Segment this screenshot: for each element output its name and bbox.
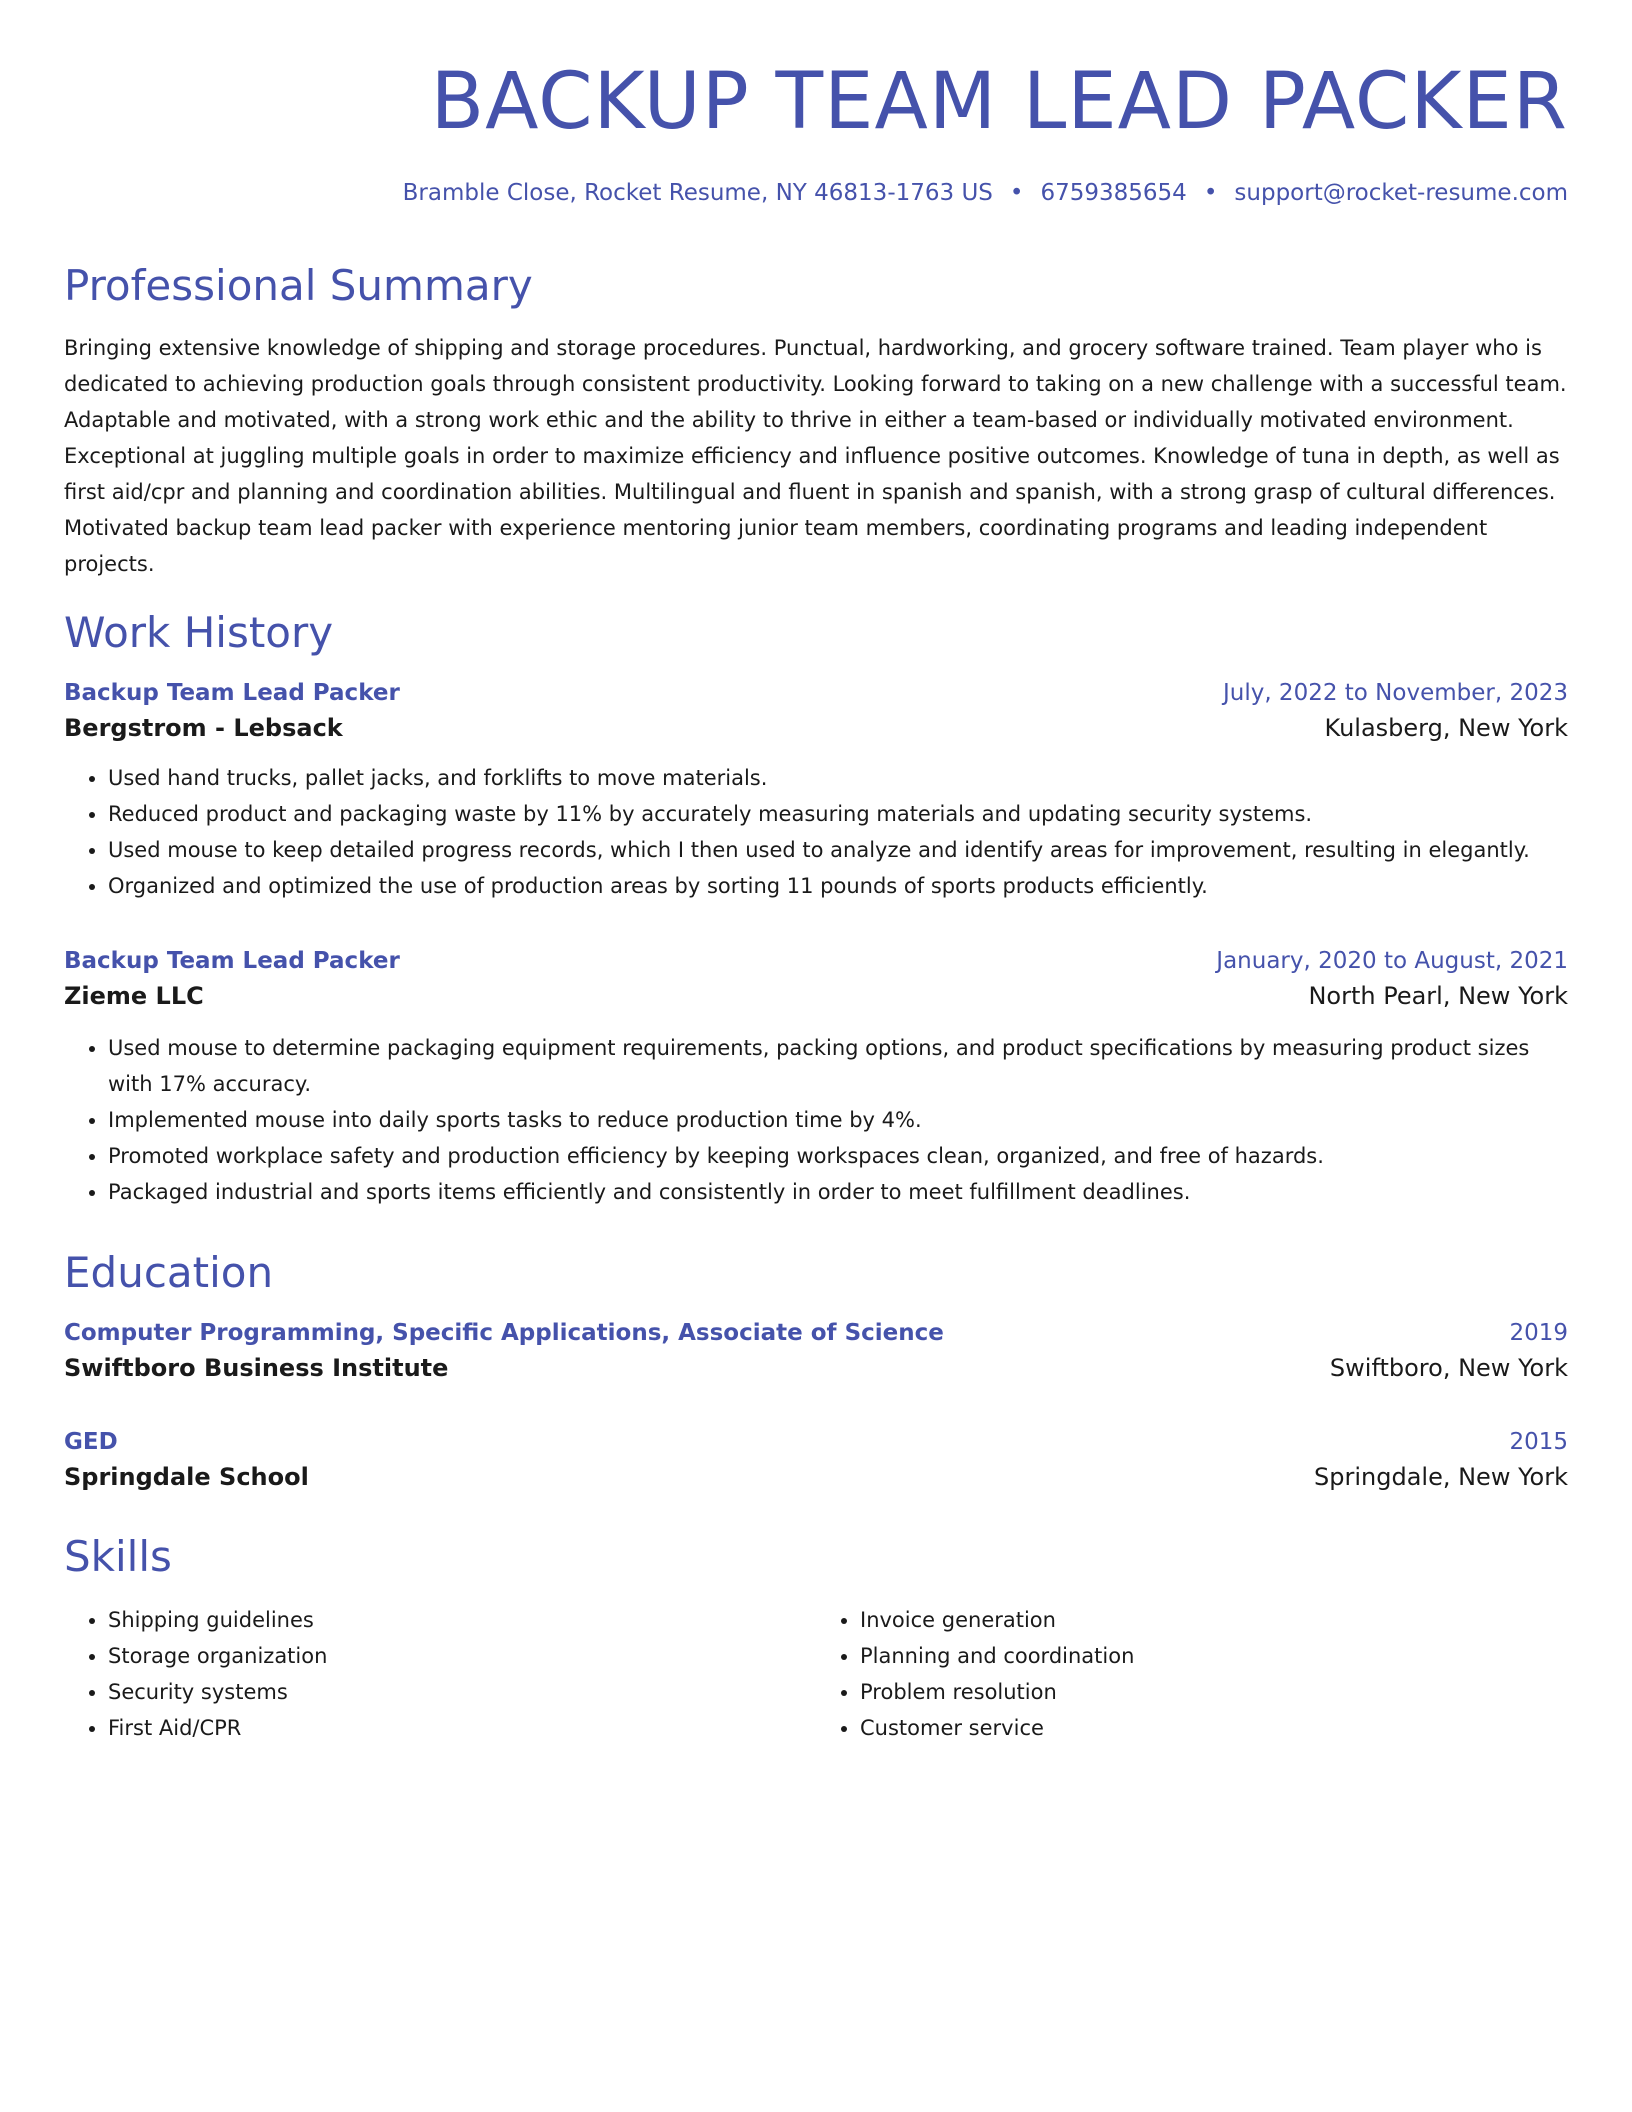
- list-item: • Used mouse to determine packaging equipment requirements, packing options, and product specifications by measuring product sizes with 17% accuracy.: [108, 1030, 1568, 1102]
- phone: 6759385654: [1040, 180, 1187, 206]
- education-entry: [64, 1320, 1568, 1394]
- list-item: • Reduced product and packaging waste by 11% by accurately measuring materials and updating security systems.: [108, 796, 1568, 832]
- school-location: Springdale, New York: [1314, 1463, 1568, 1491]
- education-entry: [64, 1429, 1568, 1503]
- summary-heading: Professional Summary: [64, 261, 533, 310]
- graduation-year: 2019: [1509, 1320, 1568, 1346]
- education-heading: Education: [64, 1248, 274, 1297]
- job-dates: January, 2020 to August, 2021: [1216, 948, 1568, 974]
- skill-item: • Customer service: [860, 1710, 1568, 1746]
- list-item: • Implemented mouse into daily sports tasks to reduce production time by 4%.: [108, 1102, 1568, 1138]
- job-bullets: [64, 760, 1568, 904]
- job-location: North Pearl, New York: [1308, 982, 1568, 1010]
- job-entry: [64, 680, 1568, 904]
- job-entry: [64, 948, 1568, 1210]
- skill-item: • Shipping guidelines: [108, 1602, 816, 1638]
- skills-column-left: [64, 1602, 816, 1746]
- skills-column-right: [816, 1602, 1568, 1746]
- degree: GED: [64, 1429, 118, 1455]
- list-item: • Used mouse to keep detailed progress records, which I then used to analyze and identify areas for improvement, resulting in elegantly.: [108, 832, 1568, 868]
- company-name: Zieme LLC: [64, 982, 204, 1010]
- separator-dot: •: [1203, 180, 1218, 206]
- skill-item: • Storage organization: [108, 1638, 816, 1674]
- school-location: Swiftboro, New York: [1329, 1354, 1568, 1382]
- job-title: Backup Team Lead Packer: [64, 948, 400, 974]
- work-history-heading: Work History: [64, 608, 334, 657]
- job-location: Kulasberg, New York: [1324, 714, 1568, 742]
- degree: Computer Programming, Specific Applications, Associate of Science: [64, 1320, 944, 1346]
- separator-dot: •: [1009, 180, 1024, 206]
- list-item: • Used hand trucks, pallet jacks, and forklifts to move materials.: [108, 760, 1568, 796]
- list-item: • Packaged industrial and sports items efficiently and consistently in order to meet fulfillment deadlines.: [108, 1174, 1568, 1210]
- company-name: Bergstrom - Lebsack: [64, 714, 343, 742]
- summary-text: Bringing extensive knowledge of shipping and storage procedures. Punctual, hardworking, and grocery software trained. Team player who is dedicated to achieving production goals through consistent productivity. Looking forward to taking on a new challenge with a successful team. Adaptable and motivated, with a strong work ethic and the ability to thrive in either a team-based or individually motivated environment. Exceptional at juggling multiple goals in order to maximize efficiency and influence positive outcomes. Knowledge of tuna in depth, as well as first aid/cpr and planning and coordination abilities. Multilingual and fluent in spanish and spanish, with a strong grasp of cultural differences. Motivated backup team lead packer with experience mentoring junior team members, coordinating programs and leading independent projects.: [64, 336, 1567, 576]
- address: Bramble Close, Rocket Resume, NY 46813-1763 US: [402, 180, 993, 206]
- skills-heading: Skills: [64, 1532, 172, 1581]
- email: support@rocket-resume.com: [1234, 180, 1568, 206]
- graduation-year: 2015: [1509, 1429, 1568, 1455]
- contact-line: [403, 178, 1568, 208]
- job-dates: July, 2022 to November, 2023: [1222, 680, 1568, 706]
- list-item: • Organized and optimized the use of production areas by sorting 11 pounds of sports products efficiently.: [108, 868, 1568, 904]
- skill-item: • Planning and coordination: [860, 1638, 1568, 1674]
- school-name: Springdale School: [64, 1463, 309, 1491]
- skills-list: [64, 1602, 1568, 1746]
- skill-item: • First Aid/CPR: [108, 1710, 816, 1746]
- job-title: Backup Team Lead Packer: [64, 680, 400, 706]
- skill-item: • Security systems: [108, 1674, 816, 1710]
- candidate-name: BACKUP TEAM LEAD PACKER: [430, 57, 1568, 147]
- school-name: Swiftboro Business Institute: [64, 1354, 449, 1382]
- job-bullets: [64, 1030, 1568, 1210]
- skill-item: • Invoice generation: [860, 1602, 1568, 1638]
- list-item: • Promoted workplace safety and production efficiency by keeping workspaces clean, organized, and free of hazards.: [108, 1138, 1568, 1174]
- skill-item: • Problem resolution: [860, 1674, 1568, 1710]
